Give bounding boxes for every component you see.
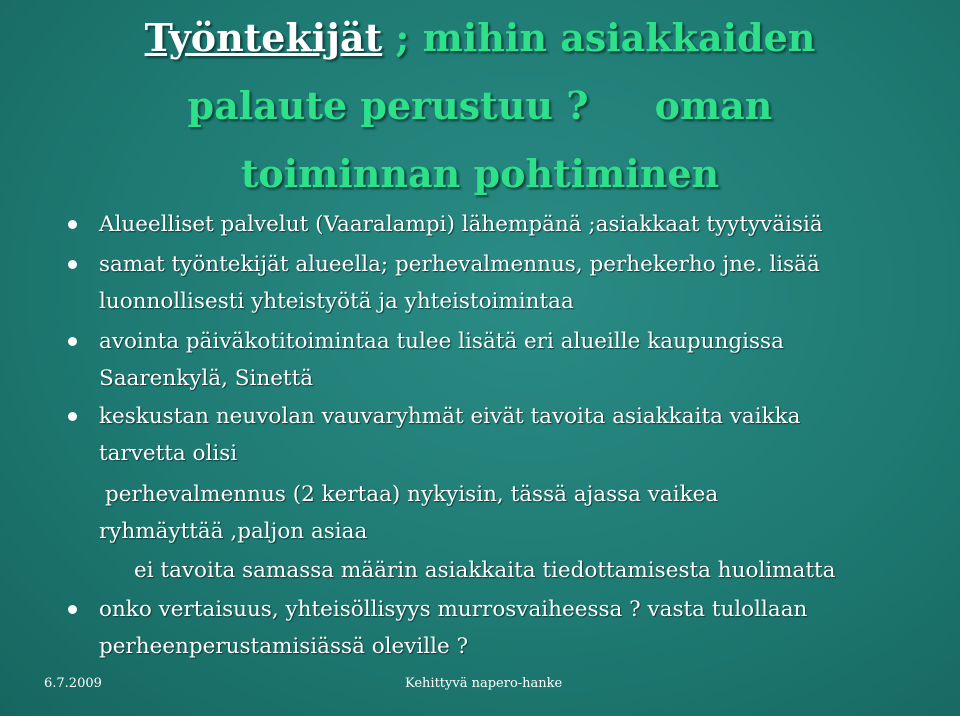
title-line-1 (80, 4, 880, 72)
bullet-item-6-line-1: ei tavoita samassa määrin asiakkaita tiedottamisesta huolimatta (134, 558, 836, 583)
bullet-item-5 (99, 476, 718, 550)
title-line-2: palaute perustuu ? oman (187, 83, 773, 128)
bullet-item-7-line-1: onko vertaisuus, yhteisöllisyys murrosvaiheessa ? vasta tulollaan (99, 597, 808, 622)
bullet-item-5-line-2: ryhmäyttää ,paljon asiaa (99, 519, 368, 544)
title-link[interactable]: Työntekijät (144, 15, 383, 60)
bullet-dot (68, 220, 77, 229)
bullet-item-1-line-1: Alueelliset palvelut (Vaaralampi) lähempänä ;asiakkaat tyytyväisiä (99, 212, 823, 237)
bullet-item-2 (99, 246, 820, 320)
bullet-item-5-line-1: perhevalmennus (2 kertaa) nykyisin, tässä ajassa vaikea (105, 482, 719, 507)
slide-title (80, 4, 880, 208)
bullet-item-1 (99, 206, 823, 243)
bullet-item-7 (99, 591, 807, 665)
bullet-dot (68, 412, 77, 421)
bullet-item-3 (99, 323, 784, 397)
bullet-item-3-line-1: avointa päiväkotitoimintaa tulee lisätä eri alueille kaupungissa (99, 329, 784, 354)
footer-date: 6.7.2009 (44, 676, 102, 691)
bullet-item-2-line-2: luonnollisesti yhteistyötä ja yhteistoimintaa (99, 289, 574, 314)
bullet-item-4 (99, 398, 801, 472)
bullet-dot (68, 337, 77, 346)
bullet-dot (68, 260, 77, 269)
bullet-item-4-line-2: tarvetta olisi (99, 441, 238, 466)
title-line-3: toiminnan pohtiminen (240, 151, 720, 196)
bullet-item-2-line-1: samat työntekijät alueella; perhevalmennus, perhekerho jne. lisää (99, 252, 820, 277)
footer-project: Kehittyvä napero-hanke (405, 676, 563, 691)
bullet-dot (68, 605, 77, 614)
bullet-item-6 (134, 552, 835, 589)
bullet-item-4-line-1: keskustan neuvolan vauvaryhmät eivät tavoita asiakkaita vaikka (99, 404, 801, 429)
bullet-item-3-line-2: Saarenkylä, Sinettä (99, 366, 314, 391)
title-line-1-rest: ; mihin asiakkaiden (382, 15, 816, 60)
bullet-item-7-line-2: perheenperustamisiässä oleville ? (99, 634, 469, 659)
